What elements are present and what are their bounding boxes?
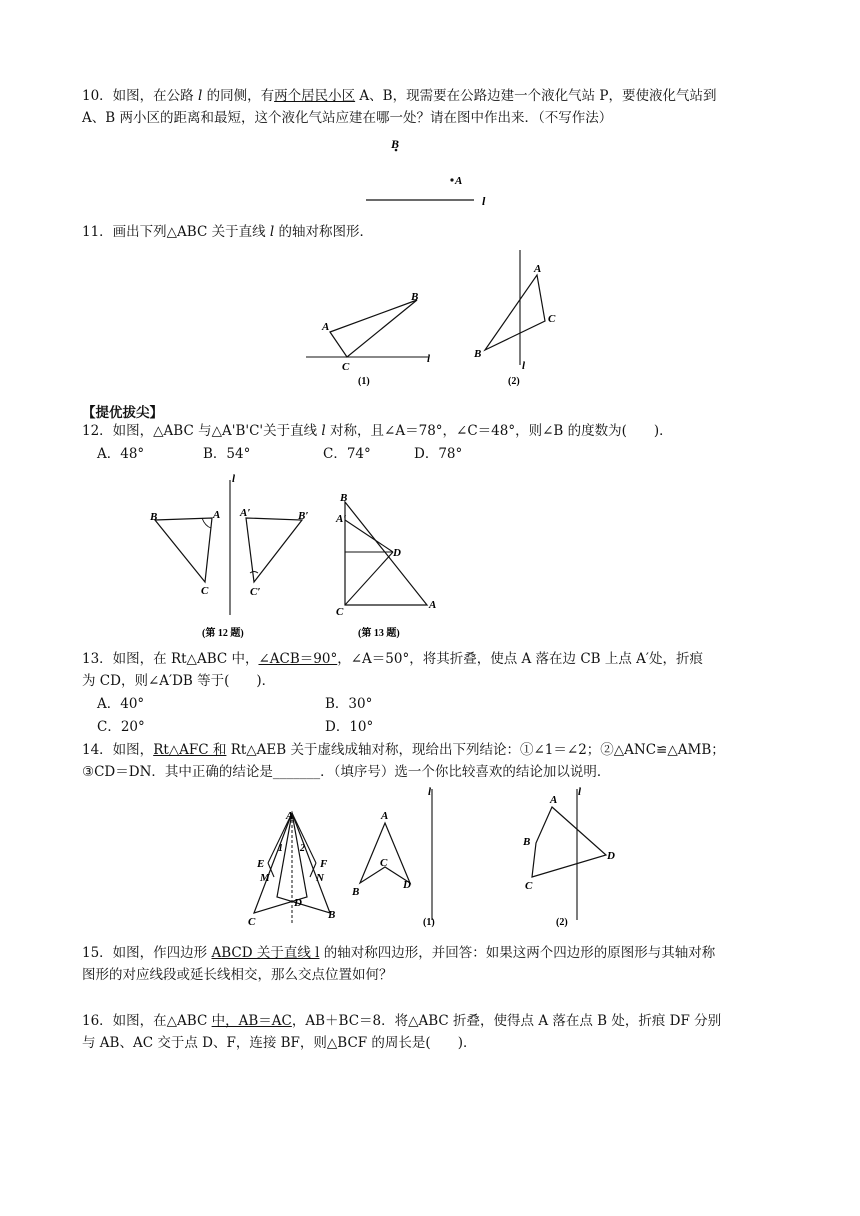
q15-text: 15．如图，作四边形	[82, 945, 212, 961]
q14-text: 14．如图，	[82, 742, 154, 758]
q12-option-a: A．48°	[97, 446, 145, 462]
q14-label-n: N	[316, 872, 324, 884]
q13-option-d: D．10°	[325, 719, 374, 735]
q13-option-a: A．40°	[97, 696, 145, 712]
fig1-label-l: l	[427, 353, 431, 365]
q16-line2: 与 AB、AC 交于点 D、F，连接 BF，则△BCF 的周长是( )．	[82, 1035, 477, 1051]
q11-figures	[300, 245, 580, 390]
q13-crease-cd	[345, 552, 393, 605]
fig1-label-b: B	[411, 291, 419, 303]
q13-label-a-prime: A′	[336, 513, 347, 525]
fig2-label-b: B	[474, 348, 482, 360]
q15-fig2-label-d: D	[607, 850, 615, 862]
triangle-abc-2	[485, 275, 545, 350]
q13-segment-a-prime-d	[345, 520, 393, 552]
label-a: A	[455, 175, 463, 187]
q13-triangle-abc	[345, 502, 427, 605]
q15-underlined: ABCD 关于直线 l	[211, 945, 320, 961]
q12-option-c: C．74°	[323, 446, 371, 462]
q13-label-b: B	[340, 492, 348, 504]
label-l: l	[482, 194, 486, 208]
q16-text: 16．如图，在△ABC	[82, 1013, 212, 1029]
fig2-label-c: C	[548, 313, 556, 325]
q12-triangle-abc	[155, 518, 212, 582]
q12-label-b: B	[150, 511, 158, 523]
q13-option-c: C．20°	[97, 719, 145, 735]
q15-fig1-label-d: D	[403, 879, 411, 891]
q15-text-b: 的轴对称四边形，并回答：如果这两个四边形的原图形与其轴对称	[319, 945, 716, 961]
q15-fig1-label-c: C	[380, 857, 388, 869]
q14-label-e: E	[257, 858, 265, 870]
q13-text-b: ，∠A＝50°，将其折叠，使点 A 落在边 CB 上点 A′处，折痕	[337, 651, 703, 667]
q15-fig1-label-b: B	[352, 886, 360, 898]
q14-underlined: Rt△AFC 和	[153, 742, 227, 758]
q10-text-b: 的同侧，有	[202, 88, 275, 104]
q15-quadrilateral-1	[360, 823, 410, 883]
q12-l: l	[321, 423, 326, 439]
q10-l: l	[197, 88, 203, 104]
q12-label-l: l	[232, 473, 236, 485]
q15-quadrilateral-2	[532, 807, 606, 877]
q12-label-b-prime: B′	[298, 510, 309, 522]
point-a	[450, 178, 453, 181]
q13-caption: (第 13 题)	[358, 628, 400, 639]
fig2-label-a: A	[534, 263, 542, 275]
q16-line1	[82, 1012, 721, 1030]
q14-line2	[82, 763, 610, 781]
q14-angle-2-label: 2	[300, 843, 305, 854]
q12-line	[82, 422, 673, 440]
q14-label-m: M	[260, 872, 270, 884]
q13-underlined: ∠ACB＝90°	[258, 651, 338, 667]
q13-line1	[82, 650, 703, 668]
q15-line2: 图形的对应线段或延长线相交，那么交点位置如何？	[82, 967, 393, 983]
q13-label-c: C	[336, 606, 344, 618]
q14-label-a: A	[286, 810, 294, 822]
triangle-abc-1	[330, 300, 417, 357]
q14-q15-figures	[240, 785, 630, 935]
q14-text-b: Rt△AEB 关于虚线成轴对称，现给出下列结论：①∠1＝∠2；②△ANC≌△AMB；	[226, 742, 725, 758]
q12-text: 12．如图，△ABC 与△A'B'C'关于直线	[82, 423, 322, 439]
section-heading: 【提优拔尖】	[82, 405, 163, 421]
q14-angle-1-label: 1	[278, 843, 283, 854]
fig1-label-a: A	[322, 321, 330, 333]
q14-label-d: D	[294, 897, 302, 909]
q12-angle-a	[202, 518, 211, 528]
q16-underlined: 中，AB＝AC	[211, 1013, 292, 1029]
q14-label-c: C	[248, 916, 256, 928]
q14-label-f: F	[320, 858, 328, 870]
q11-text: 11．画出下列△ABC 关于直线	[82, 224, 270, 240]
fig1-label-c: C	[342, 361, 350, 373]
q10-line2: A、B 两小区的距离和最短，这个液化气站应建在哪一处？请在图中作出来．（不写作法）	[82, 110, 613, 126]
q13-text: 13．如图，在 Rt△ABC 中，	[82, 651, 259, 667]
q13-label-a: A	[429, 599, 437, 611]
q14-line1	[82, 741, 725, 759]
q10-figure	[360, 132, 500, 212]
q10-text: 10．如图，在公路	[82, 88, 198, 104]
q15-fig2-label-a: A	[550, 794, 558, 806]
q12-triangle-abc-prime	[246, 518, 302, 582]
q12-angle-c-prime	[250, 572, 258, 574]
label-b: B	[391, 137, 400, 151]
q14-text-d: ．（填序号）选一个你比较喜欢的结论加以说明．	[320, 764, 611, 780]
q12-label-a-prime: A′	[240, 507, 251, 519]
q12-label-c-prime: C′	[250, 586, 261, 598]
q12-q13-figures	[140, 470, 460, 650]
q15-fig1-label-a: A	[381, 810, 389, 822]
q12-option-b: B．54°	[203, 446, 251, 462]
q15-fig2-label-c: C	[525, 880, 533, 892]
q10-line1	[82, 87, 716, 105]
q16-text-b: ，AB＋BC＝8．将△ABC 折叠，使得点 A 落在点 B 处，折痕 DF 分别	[291, 1013, 722, 1029]
q13-line2: 为 CD，则∠A′DB 等于( )．	[82, 673, 276, 689]
q14-label-b: B	[328, 909, 336, 921]
q11-line	[82, 223, 373, 241]
fig1-caption: (1)	[358, 376, 370, 387]
q11-text-b: 的轴对称图形．	[274, 224, 374, 240]
q12-caption: (第 12 题)	[202, 628, 244, 639]
q15-line1	[82, 944, 715, 962]
q14-segment-af	[292, 813, 316, 863]
q15-fig2-label-b: B	[523, 836, 531, 848]
fig2-caption: (2)	[508, 376, 520, 387]
q12-option-d: D．78°	[414, 446, 463, 462]
q15-fig1-caption: (1)	[423, 917, 435, 928]
q12-label-c: C	[201, 585, 209, 597]
q15-fig2-label-l: l	[578, 786, 582, 798]
q13-label-d: D	[393, 547, 401, 559]
q14-text-c: ③CD＝DN．其中正确的结论是	[82, 764, 273, 780]
q12-label-a: A	[213, 509, 221, 521]
q12-text-b: 对称，且∠A＝78°，∠C＝48°，则∠B 的度数为( )．	[325, 423, 673, 439]
q14-answer-blank[interactable]: _______	[272, 764, 321, 780]
q15-fig1-label-l: l	[428, 786, 432, 798]
q10-underlined: 两个居民小区	[274, 88, 356, 104]
fig2-label-l: l	[522, 360, 526, 372]
q10-text-c: A、B，现需要在公路边建一个液化气站 P，要使液化气站到	[355, 88, 717, 104]
q13-option-b: B．30°	[325, 696, 373, 712]
q15-fig2-caption: (2)	[556, 917, 568, 928]
q11-l: l	[269, 224, 275, 240]
